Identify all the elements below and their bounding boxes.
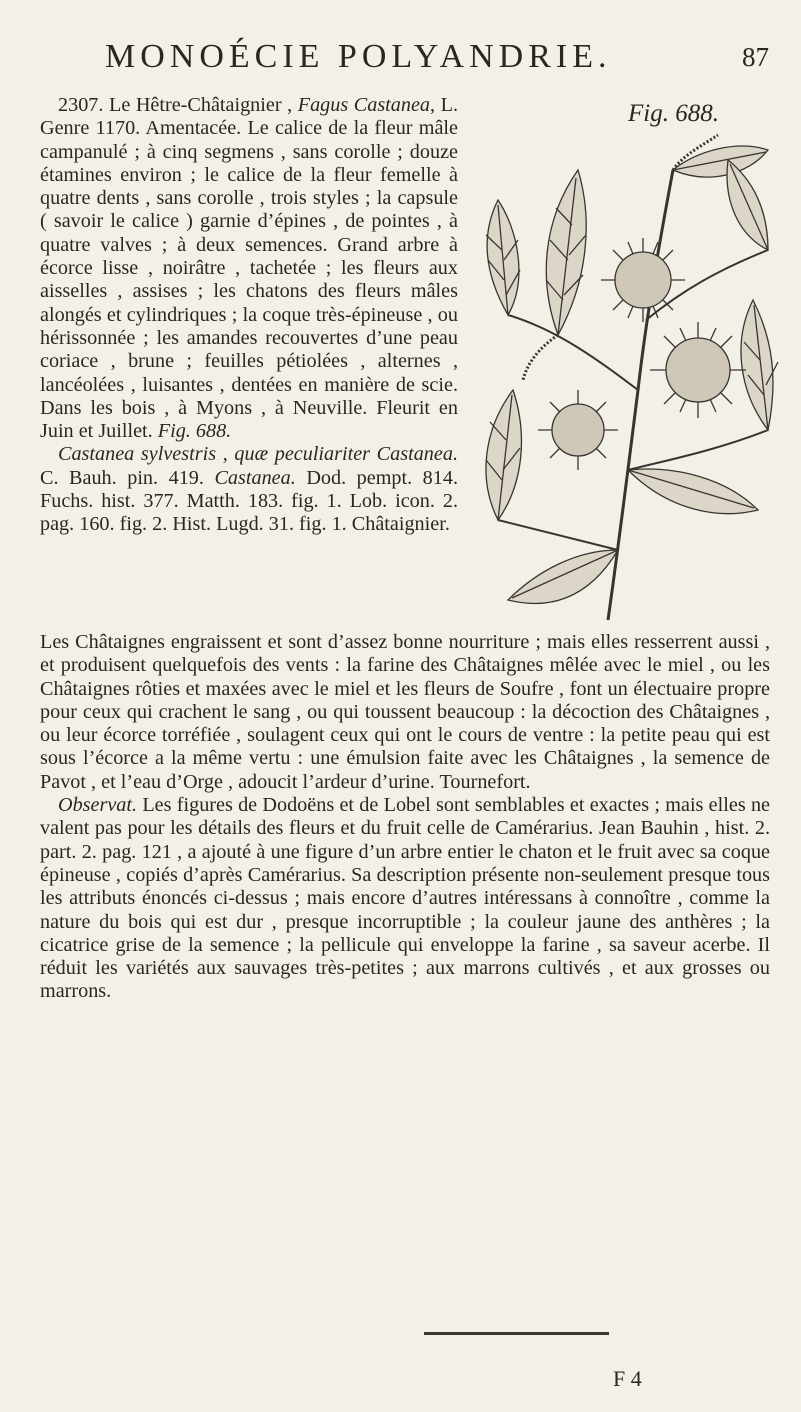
synonym-refs-2: Dod. pempt. 814. Fuchs. hist. 377. Matth. 183. fig. 1. Lob. icon. 2. pag. 160. fig. 2. Hist. Lugd. 31. fig. 1. Châtaignier.: [40, 466, 459, 536]
synonym-latin: Castanea sylvestris , quæ peculiariter Castanea.: [58, 443, 458, 466]
entry-name: Le Hêtre-Châtaignier ,: [108, 94, 293, 116]
running-title: MONOÉCIE POLYANDRIE.: [105, 38, 612, 75]
leaf: [486, 200, 520, 315]
page-number: 87: [742, 42, 769, 72]
synonym-ref: C. Bauh. pin. 419.: [40, 466, 204, 489]
entry-paragraph: [40, 94, 458, 443]
leaf: [673, 146, 768, 177]
branch-twig: [508, 315, 638, 390]
entry-number: 2307.: [58, 94, 104, 116]
leaf: [546, 170, 586, 335]
leaf: [628, 469, 758, 514]
spiny-burr: [538, 390, 618, 470]
decorative-rule: [424, 1332, 609, 1335]
leaf: [508, 550, 618, 603]
branch-twig: [498, 520, 618, 550]
running-header: [20, 38, 781, 82]
observation-paragraph: [40, 794, 770, 1004]
chestnut-branch-illustration: [468, 130, 786, 628]
leaf: [486, 390, 521, 520]
branch-stem: [608, 170, 673, 620]
uses-paragraph: Les Châtaignes engraissent et sont d’assez bonne nourriture ; mais elles resserrent aussi , et produisent quelquefois des vents : la farine des Châtaignes mêlée avec le miel , ou les Châtaignes rôties et maxées avec le miel et les fleurs de Soufre , font un électuaire propre pour ceux qui crachent le sang , ou qui toussent beaucoup : la décoction des Châtaignes , ou leur écorce torréfiée , soulagent ceux qui ont le cours de ventre : la petite peau qui est sous l’écorce a la même vertu : une émulsion faite avec les Châtaignes , la semence de Pavot , et l’eau d’Orge , adoucit l’ardeur d’urine. Tournefort.: [40, 631, 770, 793]
leaf: [727, 160, 768, 250]
synonym-paragraph: [40, 443, 458, 536]
signature-mark: F 4: [613, 1366, 642, 1391]
entry-author: , L.: [430, 94, 459, 116]
observation-label: Observat.: [58, 794, 138, 817]
leaf: [741, 300, 778, 430]
figure-reference: Fig. 688.: [157, 420, 232, 443]
spiny-burr: [650, 322, 746, 418]
observation-text: Les figures de Dodoëns et de Lobel sont semblables et exactes ; mais elles ne valent pas pour les détails des fleurs et du fruit celle de Camérarius. Jean Bauhin , hist. 2. part. 2. pag. 121 , a ajouté à une figure d’un arbre entier le chaton et le fruit avec sa coque épineuse , copiés d’après Camérarius. Sa description présente non-seulement presque tous les attributs énoncés ci-dessus ; mais encore d’autres intéressans à connoître , comme la nature du bois qui est dur , presque incorruptible ; la couleur jaune des anthères ; la cicatrice grise de la semence ; la pellicule qui enveloppe la farine , sa saveur acerbe. Il réduit les variétés aux sauvages très-petites ; aux marrons cultivés , et aux grosses ou marrons.: [40, 794, 770, 1003]
spiny-burr: [601, 238, 685, 322]
branch-twig: [628, 430, 768, 470]
entry-column: [40, 94, 458, 537]
entry-latin-name: Fagus Castanea: [297, 94, 431, 116]
entry-description: Genre 1170. Amentacée. Le calice de la fleur mâle campanulé ; à cinq segmens , sans corolle ; douze étamines environ ; le calice de la fleur femelle à quatre dents , sans corolle , trois styles ; la capsule ( savoir le calice ) garnie d’épines , de pointes , à quatre valves ; à deux semences. Grand arbre à écorce lisse , noirâtre , tachetée ; les fleurs aux aisselles , assises ; les chatons des fleurs mâles alongés et cylindriques ; la coque très-épineuse , ou hérissonnée ; les amandes recouvertes d’une peau coriace , brune ; feuilles pétiolées , alternes , lancéolées , luisantes , dentées en manière de scie. Dans les bois , à Myons , à Neuville. Fleurit en Juin et Juillet.: [40, 117, 458, 443]
uses-block: [40, 631, 770, 1004]
figure-label: Fig. 688.: [628, 100, 719, 127]
synonym-latin-2: Castanea.: [214, 466, 296, 489]
